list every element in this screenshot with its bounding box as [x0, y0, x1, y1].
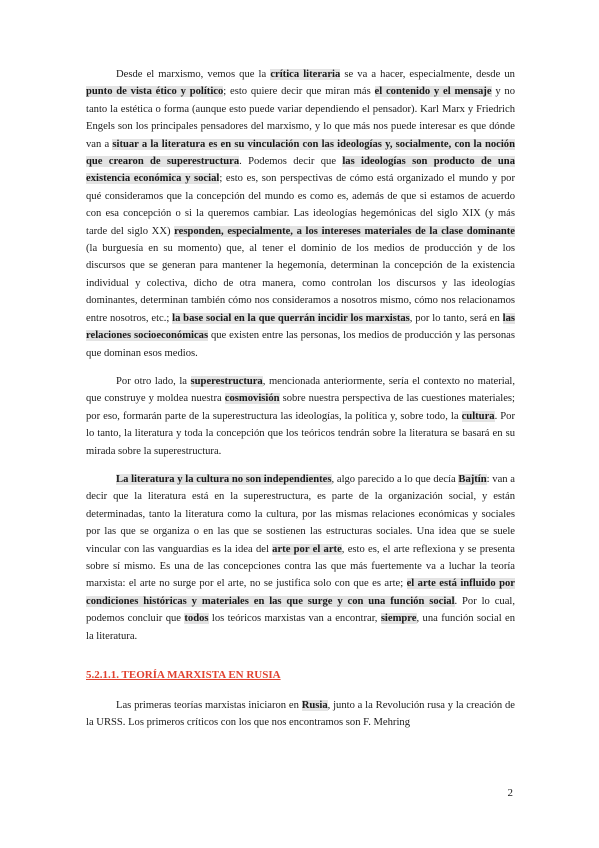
highlighted-text: las relaciones socioeconómicas	[86, 312, 515, 342]
highlighted-text: la base social en la que querrán incidir los marxistas	[172, 312, 410, 324]
text-run: y no tanto la estética o forma (aunque esto puede variar dependiendo el pensador). Karl Marx y Friedrich Engels son los principales pensadores del marxismo, y lo que más nos puede interesar es que dónde van a	[86, 86, 516, 150]
highlighted-text: todos	[184, 613, 209, 625]
highlighted-text: las ideologías son producto de una existencia económica y social	[86, 156, 515, 185]
section-heading: 5.2.1.1. TEORÍA MARXISTA EN RUSIA	[86, 669, 281, 681]
document-page	[86, 66, 515, 743]
text-run: , una función social en la literatura.	[86, 613, 516, 642]
text-run: que existen entre las personas, los medios de producción y las personas que dominan esos medios.	[86, 330, 515, 359]
text-run: Las primeras teorías marxistas iniciaron en	[116, 700, 302, 711]
text-run: Desde el marxismo, vemos que la	[116, 69, 271, 80]
highlighted-text: superestructura	[190, 375, 263, 387]
paragraph	[86, 471, 515, 645]
page-number: 2	[507, 787, 513, 799]
text-run: . Podemos decir que	[239, 156, 343, 168]
highlighted-text: siempre	[380, 613, 417, 625]
highlighted-text: el arte está influido por condiciones históricas y materiales en las que surge y con una función social	[86, 578, 515, 607]
text-run: : van a decir que la literatura está en la superestructura, es parte de la organización social, y están determinadas, tanto la literatura como la cultura, por las mismas relaciones económicas y sociales por las que se organiza o en las que se sostienen las estructuras sociales. Una idea que se suele vincular con las vanguardias es la idea del	[86, 473, 516, 555]
highlighted-text: el contenido y el mensaje	[374, 86, 492, 98]
text-run: , junto a la Revolución rusa y la creación de la URSS. Los primeros críticos con los que nos encontramos son F. Mehring	[86, 700, 515, 729]
text-run: (la burguesía en su momento) que, al tener el dominio de los medios de producción y de los discursos que se generan para mantener la hegemonía, determinan la concepción de la existencia individual y colectiva, dicho de otra manera, como controlan los discursos y las ideologías dominantes, determinan también cómo nos consideramos a nosotros mismo, cómo nos relacionamos entre nosotros, etc.;	[86, 243, 515, 324]
body-text	[86, 66, 515, 645]
highlighted-text: crítica literaria	[270, 69, 341, 80]
highlighted-text: responden, especialmente, a los intereses materiales de la clase dominante	[174, 225, 515, 237]
paragraph	[86, 66, 515, 362]
highlighted-text: arte por el arte	[272, 543, 342, 555]
paragraph	[86, 697, 515, 732]
text-run: , mencionada anteriormente, sería el contexto no material, que construye y moldea nuestra	[86, 375, 515, 405]
text-run: sobre nuestra perspectiva de las cuestiones materiales; por eso, formarán parte de la superestructura las ideologías, la política y, sobre todo, la	[86, 393, 515, 422]
highlighted-text: cosmovisión	[224, 393, 280, 405]
text-run: . Por lo cual, podemos concluir que	[86, 595, 515, 625]
highlighted-text: La literatura y la cultura no son independientes	[116, 473, 332, 485]
paragraph	[86, 373, 515, 460]
text-run: , por lo tanto, será en	[409, 312, 503, 324]
text-run: se va a hacer, especialmente, desde un	[340, 69, 515, 80]
highlighted-text: cultura	[461, 410, 495, 422]
text-run: . Por lo tanto, la literatura y toda la concepción que los teóricos tendrán sobre la literatura se basará en su mirada sobre la superestructura.	[86, 410, 515, 457]
highlighted-text: Bajtín	[458, 473, 487, 485]
text-run: Por otro lado, la	[116, 375, 191, 387]
highlighted-text: situar a la literatura es en su vinculación con las ideologías y, socialmente, con la noción que crearon de superestructura	[86, 138, 515, 168]
final-paragraph-container	[86, 697, 515, 732]
text-run: ; esto quiere decir que miran más	[223, 86, 375, 98]
text-run: , algo parecido a lo que decía	[331, 473, 459, 485]
text-run: , esto es, el arte reflexiona y se presenta sobre sí mismo. Es una de las concepciones contra las que más fuertemente va a luchar la teoría marxista: el arte no surge por el arte, no se justifica solo con que es arte;	[86, 543, 516, 590]
text-run: los teóricos marxistas van a encontrar,	[208, 613, 381, 625]
text-run: ; esto es, son perspectivas de cómo está organizado el mundo y por qué consideramos que la concepción del mundo es como es, además de que si estamos de acuerdo con esa concepción o si la queremos cambiar. Las ideologías hegemónicas del siglo XIX (y más tarde del siglo XX)	[86, 173, 515, 237]
highlighted-text: punto de vista ético y político	[86, 86, 224, 98]
highlighted-text: Rusia	[301, 700, 328, 711]
